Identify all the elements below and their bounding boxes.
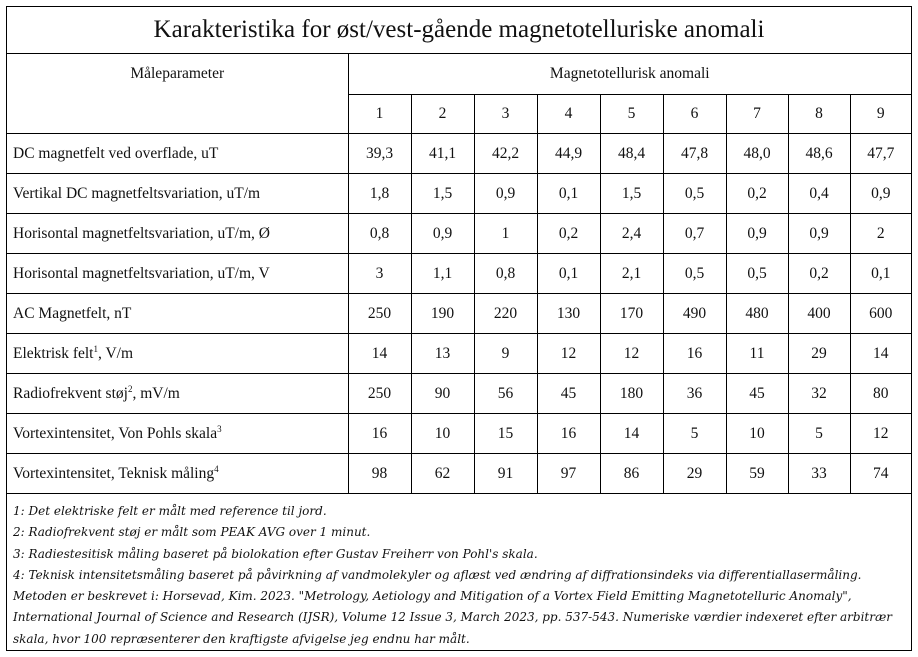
table-cell: 86 <box>600 454 663 494</box>
footnotes <box>7 494 911 650</box>
table-cell: 0,9 <box>850 174 911 214</box>
row-label-text: Horisontal magnetfeltsvariation, uT/m, V <box>13 264 270 282</box>
table-cell: 56 <box>474 374 537 414</box>
header-col-3: 3 <box>474 95 537 134</box>
table-cell: 0,5 <box>663 254 726 294</box>
table-cell: 1,1 <box>411 254 474 294</box>
table-cell: 480 <box>726 294 788 334</box>
row-label <box>7 214 348 254</box>
table-cell: 0,2 <box>537 214 600 254</box>
table-cell: 62 <box>411 454 474 494</box>
table-cell: 74 <box>850 454 911 494</box>
table-row <box>7 414 911 454</box>
table-cell: 48,0 <box>726 134 788 174</box>
table-cell: 2,1 <box>600 254 663 294</box>
table-cell: 45 <box>537 374 600 414</box>
table-cell: 29 <box>663 454 726 494</box>
table-cell: 47,8 <box>663 134 726 174</box>
table-cell: 13 <box>411 334 474 374</box>
footnote-1: 1: Det elektriske felt er målt med reference til jord. <box>13 504 327 518</box>
table-cell: 0,1 <box>850 254 911 294</box>
footnote-marker: 3 <box>217 423 222 434</box>
table-cell: 0,2 <box>788 254 850 294</box>
table-cell: 10 <box>411 414 474 454</box>
table-cell: 2 <box>850 214 911 254</box>
table-row <box>7 374 911 414</box>
table-cell: 16 <box>348 414 411 454</box>
table-cell: 490 <box>663 294 726 334</box>
row-label-text: AC Magnetfelt, nT <box>13 304 132 322</box>
table-cell: 2,4 <box>600 214 663 254</box>
table-cell: 0,7 <box>663 214 726 254</box>
table-cell: 10 <box>726 414 788 454</box>
table-cell: 1,8 <box>348 174 411 214</box>
footnote-marker: 2 <box>127 383 133 394</box>
table-cell: 1,5 <box>411 174 474 214</box>
table-cell: 0,8 <box>474 254 537 294</box>
row-label-text: Vertikal DC magnetfeltsvariation, uT/m <box>13 184 261 202</box>
footnote-marker: 4 <box>214 463 219 474</box>
table-cell: 45 <box>726 374 788 414</box>
table-cell: 32 <box>788 374 850 414</box>
header-col-1: 1 <box>348 95 411 134</box>
row-label <box>7 254 348 294</box>
table-cell: 33 <box>788 454 850 494</box>
table-cell: 42,2 <box>474 134 537 174</box>
table-row <box>7 334 911 374</box>
data-table <box>7 54 911 494</box>
row-label <box>7 374 348 414</box>
header-col-6: 6 <box>663 95 726 134</box>
table-cell: 59 <box>726 454 788 494</box>
table-cell: 5 <box>663 414 726 454</box>
table-cell: 12 <box>600 334 663 374</box>
table-cell: 11 <box>726 334 788 374</box>
table-cell: 12 <box>850 414 911 454</box>
table-cell: 220 <box>474 294 537 334</box>
table-cell: 0,2 <box>726 174 788 214</box>
row-label-text: Radiofrekvent støj <box>13 384 128 402</box>
table-cell: 16 <box>537 414 600 454</box>
footnote-marker: 1 <box>93 343 98 354</box>
table-cell: 97 <box>537 454 600 494</box>
table-body <box>7 54 911 494</box>
row-unit: , mV/m <box>132 384 180 402</box>
table-cell: 29 <box>788 334 850 374</box>
table-cell: 14 <box>348 334 411 374</box>
table-cell: 5 <box>788 414 850 454</box>
row-label <box>7 174 348 214</box>
row-label <box>7 294 348 334</box>
table-cell: 16 <box>663 334 726 374</box>
table-cell: 0,9 <box>726 214 788 254</box>
header-col-2: 2 <box>411 95 474 134</box>
footnote-4: 4: Teknisk intensitetsmåling baseret på påvirkning af vandmolekyler og aflæst ved ændring af diffrationsindeks via differentiallasermåling. Metoden er beskrevet i: Horsevad, Kim. 2023. "Metrology, Aetiology and Mitigation of a Vortex Field Emitting Magnetotelluric Anomaly", International Journal of Science and Research (IJSR), Volume 12 Issue 3, March 2023, pp. 537-543. Numeriske værdier indexeret efter arbitrær skala, hvor 100 repræsenterer den kraftigste afvigelse jeg endnu har målt. <box>13 567 893 646</box>
table-cell: 12 <box>537 334 600 374</box>
table-cell: 0,4 <box>788 174 850 214</box>
table-cell: 14 <box>850 334 911 374</box>
header-anomaly-label: Magnetotellurisk anomali <box>348 54 911 95</box>
table-cell: 39,3 <box>348 134 411 174</box>
table-cell: 1 <box>474 214 537 254</box>
table-cell: 48,4 <box>600 134 663 174</box>
footnote-3: 3: Radiestesitisk måling baseret på biolokation efter Gustav Freiherr von Pohl's skala. <box>13 546 538 561</box>
row-label-text: Vortexintensitet, Teknisk måling <box>13 464 215 482</box>
table-cell: 400 <box>788 294 850 334</box>
table-row <box>7 174 911 214</box>
table-cell: 47,7 <box>850 134 911 174</box>
table-cell: 0,9 <box>474 174 537 214</box>
header-col-5: 5 <box>600 95 663 134</box>
table-cell: 250 <box>348 294 411 334</box>
table-cell: 170 <box>600 294 663 334</box>
row-label <box>7 414 348 454</box>
table-cell: 14 <box>600 414 663 454</box>
table-cell: 9 <box>474 334 537 374</box>
table-row <box>7 134 911 174</box>
table-cell: 48,6 <box>788 134 850 174</box>
table-cell: 0,5 <box>663 174 726 214</box>
table-cell: 1,5 <box>600 174 663 214</box>
table-cell: 36 <box>663 374 726 414</box>
table-cell: 180 <box>600 374 663 414</box>
row-label <box>7 334 348 374</box>
table-cell: 0,8 <box>348 214 411 254</box>
header-col-4: 4 <box>537 95 600 134</box>
table-row <box>7 214 911 254</box>
table-cell: 98 <box>348 454 411 494</box>
table-cell: 600 <box>850 294 911 334</box>
row-label-text: Vortexintensitet, Von Pohls skala <box>13 424 218 442</box>
row-label-text: Horisontal magnetfeltsvariation, uT/m, Ø <box>13 224 270 242</box>
row-unit: , V/m <box>98 344 134 362</box>
table-cell: 250 <box>348 374 411 414</box>
table-row <box>7 454 911 494</box>
header-col-8: 8 <box>788 95 850 134</box>
header-col-7: 7 <box>726 95 788 134</box>
table-cell: 0,9 <box>411 214 474 254</box>
table-cell: 190 <box>411 294 474 334</box>
table-title: Karakteristika for øst/vest-gående magnetotelluriske anomali <box>7 7 911 54</box>
row-label <box>7 454 348 494</box>
header-row-top <box>7 54 911 95</box>
header-param-label: Måleparameter <box>7 54 348 134</box>
row-label-text: Elektrisk felt <box>13 344 94 362</box>
row-label <box>7 134 348 174</box>
footnote-2: 2: Radiofrekvent støj er målt som PEAK AVG over 1 minut. <box>13 525 371 540</box>
table-row <box>7 294 911 334</box>
table-cell: 3 <box>348 254 411 294</box>
table-row <box>7 254 911 294</box>
table-cell: 0,5 <box>726 254 788 294</box>
header-col-9: 9 <box>850 95 911 134</box>
table-cell: 41,1 <box>411 134 474 174</box>
table-frame <box>6 6 912 651</box>
row-label-text: DC magnetfelt ved overflade, uT <box>13 144 219 162</box>
table-cell: 0,1 <box>537 174 600 214</box>
table-cell: 80 <box>850 374 911 414</box>
table-cell: 44,9 <box>537 134 600 174</box>
table-cell: 91 <box>474 454 537 494</box>
table-cell: 130 <box>537 294 600 334</box>
table-cell: 90 <box>411 374 474 414</box>
table-cell: 0,9 <box>788 214 850 254</box>
table-cell: 15 <box>474 414 537 454</box>
table-cell: 0,1 <box>537 254 600 294</box>
